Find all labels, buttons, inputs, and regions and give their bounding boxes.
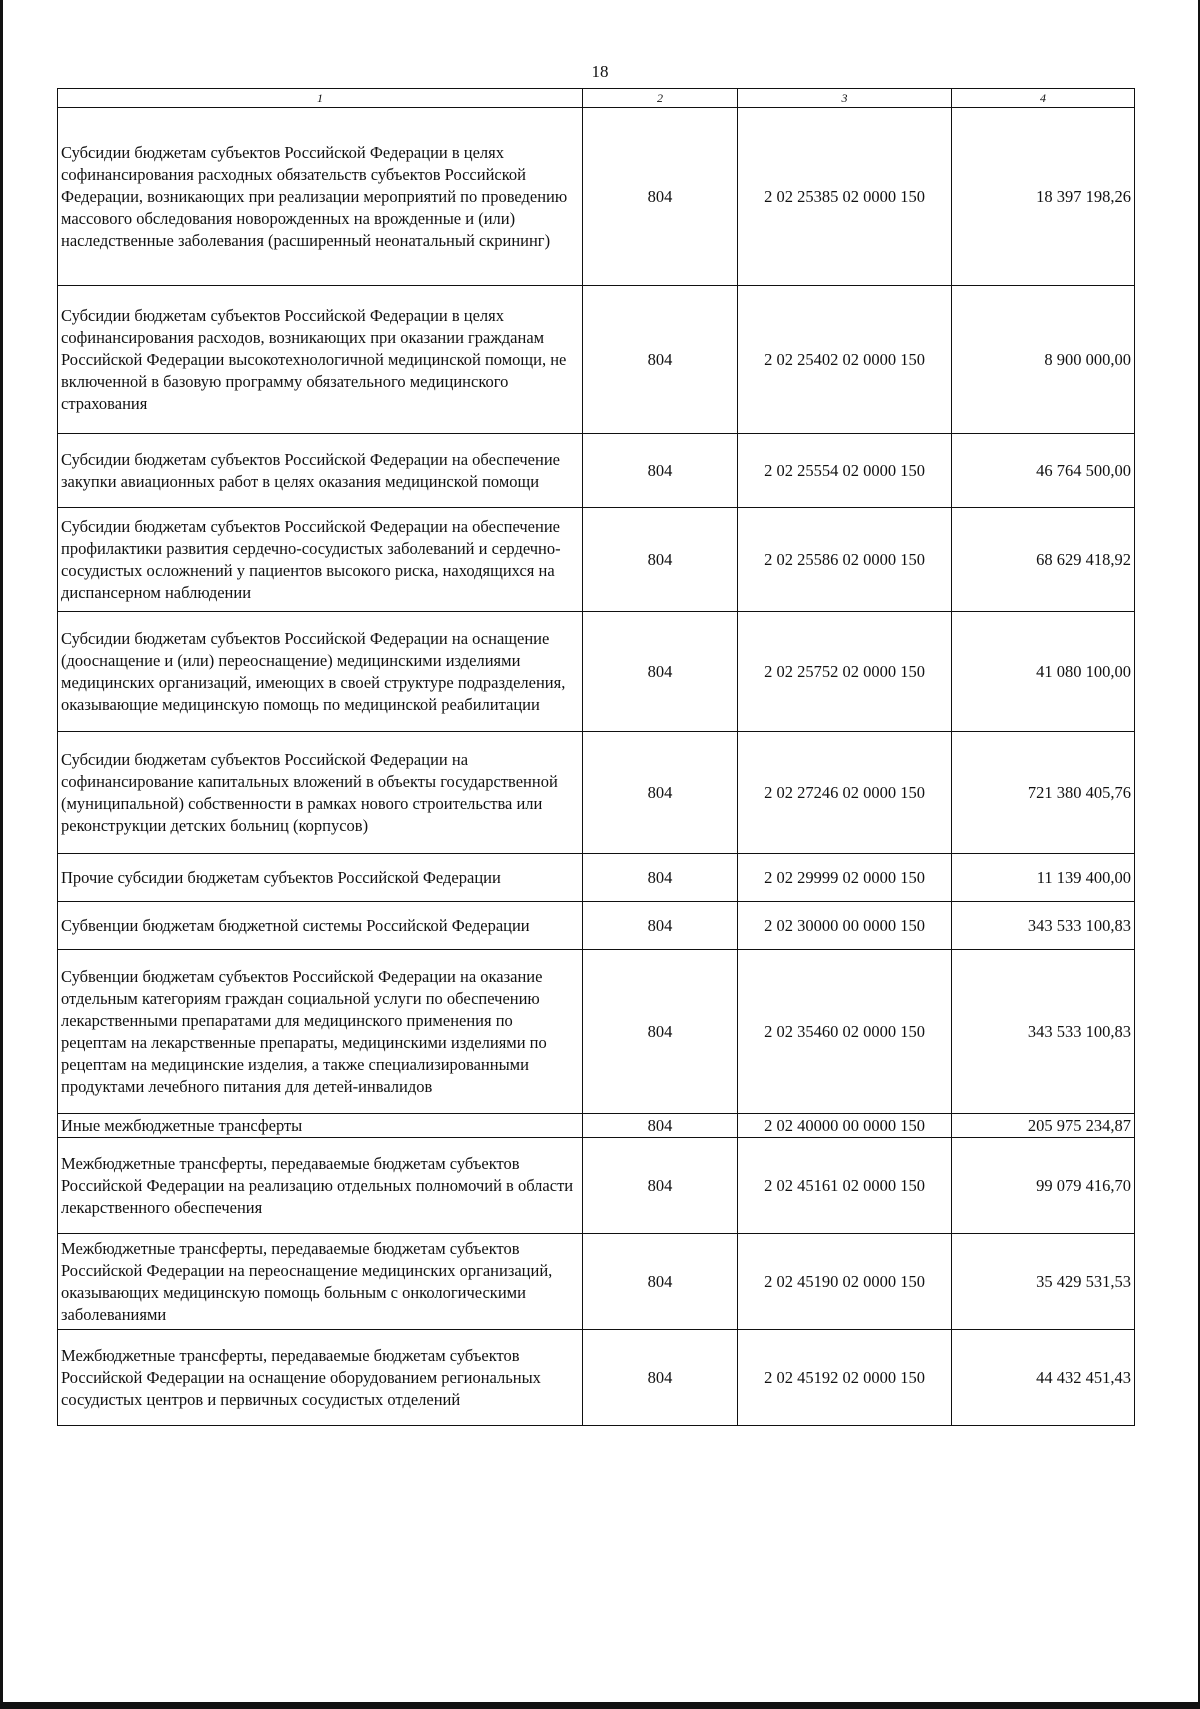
budget-code-cell: 2 02 40000 00 0000 150 — [738, 1114, 952, 1138]
table-row — [58, 508, 1135, 612]
amount-cell: 721 380 405,76 — [952, 732, 1135, 854]
page-number: 18 — [591, 62, 609, 81]
table-row — [58, 1114, 1135, 1138]
amount-cell: 8 900 000,00 — [952, 286, 1135, 434]
admin-code-cell: 804 — [583, 434, 738, 508]
amount-cell: 68 629 418,92 — [952, 508, 1135, 612]
admin-code-cell: 804 — [583, 612, 738, 732]
revenue-name-cell: Межбюджетные трансферты, передаваемые бюджетам субъектов Российской Федерации на переоснащение медицинских организаций, оказывающих медицинскую помощь больным с онкологическими заболеваниями — [58, 1234, 583, 1330]
budget-code-cell: 2 02 25402 02 0000 150 — [738, 286, 952, 434]
revenue-name-cell: Межбюджетные трансферты, передаваемые бюджетам субъектов Российской Федерации на реализацию отдельных полномочий в области лекарственного обеспечения — [58, 1138, 583, 1234]
amount-cell: 11 139 400,00 — [952, 854, 1135, 902]
amount-cell: 35 429 531,53 — [952, 1234, 1135, 1330]
admin-code-cell: 804 — [583, 732, 738, 854]
amount-cell: 343 533 100,83 — [952, 950, 1135, 1114]
amount-cell: 44 432 451,43 — [952, 1330, 1135, 1426]
revenue-name-cell: Прочие субсидии бюджетам субъектов Российской Федерации — [58, 854, 583, 902]
budget-code-cell: 2 02 25385 02 0000 150 — [738, 108, 952, 286]
admin-code-cell: 804 — [583, 508, 738, 612]
amount-cell: 46 764 500,00 — [952, 434, 1135, 508]
admin-code-cell: 804 — [583, 1234, 738, 1330]
revenue-name-cell: Субвенции бюджетам бюджетной системы Российской Федерации — [58, 902, 583, 950]
amount-cell: 205 975 234,87 — [952, 1114, 1135, 1138]
column-number: 1 — [58, 89, 583, 108]
revenue-name-cell: Субсидии бюджетам субъектов Российской Федерации в целях софинансирования расходных обязательств субъектов Российской Федерации, возникающих при реализации мероприятий по проведению массового обследования новорожденных на врожденные и (или) наследственные заболевания (расширенный неонатальный скрининг) — [58, 108, 583, 286]
budget-code-cell: 2 02 27246 02 0000 150 — [738, 732, 952, 854]
revenue-name-cell: Субсидии бюджетам субъектов Российской Федерации на оснащение (дооснащение и (или) переоснащение) медицинскими изделиями медицинских организаций, имеющих в своей структуре подразделения, оказывающие медицинскую помощь по медицинской реабилитации — [58, 612, 583, 732]
table-row — [58, 108, 1135, 286]
budget-code-cell: 2 02 25752 02 0000 150 — [738, 612, 952, 732]
revenue-name-cell: Субсидии бюджетам субъектов Российской Федерации на софинансирование капитальных вложений в объекты государственной (муниципальной) собственности в рамках нового строительства или реконструкции детских больниц (корпусов) — [58, 732, 583, 854]
admin-code-cell: 804 — [583, 1138, 738, 1234]
amount-cell: 18 397 198,26 — [952, 108, 1135, 286]
admin-code-cell: 804 — [583, 1330, 738, 1426]
scan-edge-left — [0, 0, 3, 1709]
budget-code-cell: 2 02 45192 02 0000 150 — [738, 1330, 952, 1426]
table-row — [58, 1138, 1135, 1234]
budget-code-cell: 2 02 30000 00 0000 150 — [738, 902, 952, 950]
budget-code-cell: 2 02 45190 02 0000 150 — [738, 1234, 952, 1330]
admin-code-cell: 804 — [583, 902, 738, 950]
table-row — [58, 854, 1135, 902]
table-row — [58, 1330, 1135, 1426]
revenue-name-cell: Иные межбюджетные трансферты — [58, 1114, 583, 1138]
admin-code-cell: 804 — [583, 1114, 738, 1138]
column-number-row — [58, 89, 1135, 108]
column-number: 2 — [583, 89, 738, 108]
revenue-name-cell: Субсидии бюджетам субъектов Российской Федерации в целях софинансирования расходов, возникающих при оказании гражданам Российской Федерации высокотехнологичной медицинской помощи, не включенной в базовую программу обязательного медицинского страхования — [58, 286, 583, 434]
budget-revenue-table — [57, 88, 1135, 1426]
table-row — [58, 732, 1135, 854]
admin-code-cell: 804 — [583, 854, 738, 902]
column-number: 3 — [738, 89, 952, 108]
admin-code-cell: 804 — [583, 108, 738, 286]
table-row — [58, 286, 1135, 434]
revenue-name-cell: Субсидии бюджетам субъектов Российской Федерации на обеспечение закупки авиационных работ в целях оказания медицинской помощи — [58, 434, 583, 508]
table-row — [58, 434, 1135, 508]
budget-code-cell: 2 02 45161 02 0000 150 — [738, 1138, 952, 1234]
admin-code-cell: 804 — [583, 950, 738, 1114]
revenue-name-cell: Субсидии бюджетам субъектов Российской Федерации на обеспечение профилактики развития сердечно-сосудистых заболеваний и сердечно-сосудистых осложнений у пациентов высокого риска, находящихся на диспансерном наблюдении — [58, 508, 583, 612]
amount-cell: 41 080 100,00 — [952, 612, 1135, 732]
table-row — [58, 950, 1135, 1114]
budget-code-cell: 2 02 35460 02 0000 150 — [738, 950, 952, 1114]
column-number: 4 — [952, 89, 1135, 108]
table-row — [58, 902, 1135, 950]
amount-cell: 99 079 416,70 — [952, 1138, 1135, 1234]
budget-code-cell: 2 02 29999 02 0000 150 — [738, 854, 952, 902]
revenue-name-cell: Субвенции бюджетам субъектов Российской Федерации на оказание отдельным категориям граждан социальной услуги по обеспечению лекарственными препаратами для медицинского применения по рецептам на лекарственные препараты, медицинскими изделиями по рецептам на медицинские изделия, а также специализированными продуктами лечебного питания для детей-инвалидов — [58, 950, 583, 1114]
scan-edge-bottom — [0, 1702, 1200, 1709]
table-row — [58, 1234, 1135, 1330]
table-row — [58, 612, 1135, 732]
budget-code-cell: 2 02 25554 02 0000 150 — [738, 434, 952, 508]
admin-code-cell: 804 — [583, 286, 738, 434]
revenue-name-cell: Межбюджетные трансферты, передаваемые бюджетам субъектов Российской Федерации на оснащение оборудованием региональных сосудистых центров и первичных сосудистых отделений — [58, 1330, 583, 1426]
budget-code-cell: 2 02 25586 02 0000 150 — [738, 508, 952, 612]
amount-cell: 343 533 100,83 — [952, 902, 1135, 950]
